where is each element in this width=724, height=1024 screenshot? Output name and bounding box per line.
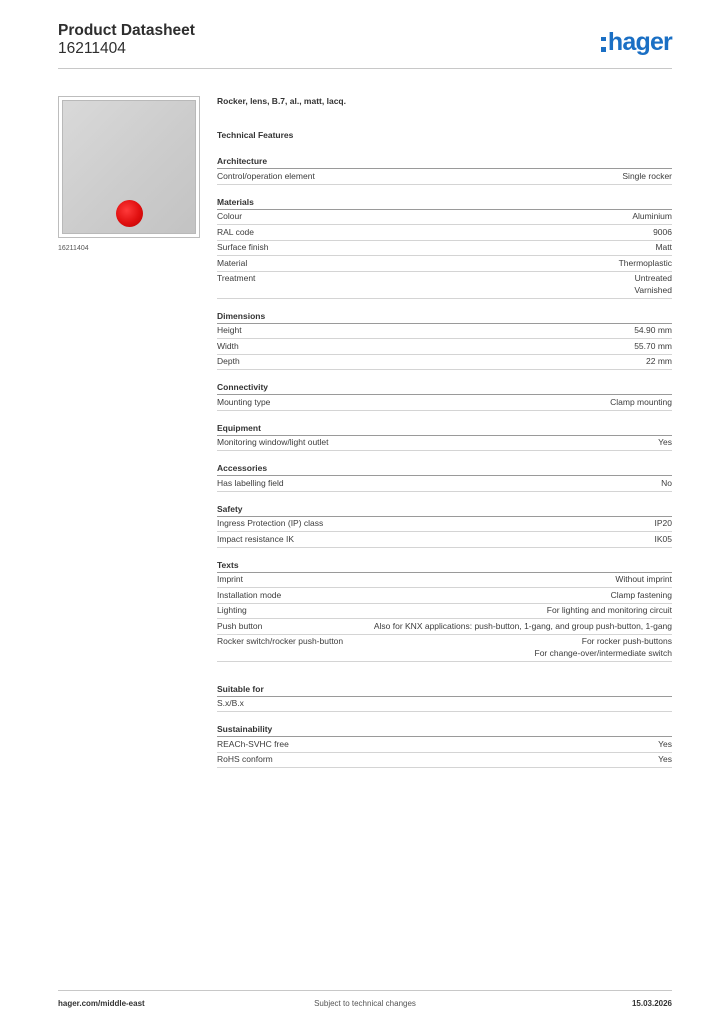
spec-row	[217, 395, 672, 411]
spec-row	[217, 324, 672, 340]
spec-label: Treatment	[217, 273, 256, 283]
section-accessories	[217, 463, 672, 492]
spec-value-line: Yes	[658, 738, 672, 749]
spec-value	[634, 325, 672, 337]
spec-value	[658, 754, 672, 766]
spec-row	[217, 476, 672, 492]
spec-label: Control/operation element	[217, 170, 315, 181]
footer-notice: Subject to technical changes	[314, 999, 416, 1008]
spec-row	[217, 436, 672, 452]
spec-value-line: Also for KNX applications: push-button, 1-gang, and group push-button, 1-gang	[373, 620, 672, 631]
spec-label: Surface finish	[217, 242, 269, 252]
spec-row	[217, 532, 672, 548]
logo-colon-icon	[601, 37, 606, 52]
footer-website: hager.com/middle-east	[58, 999, 145, 1008]
section-sustainability	[217, 724, 672, 768]
page-header	[58, 22, 672, 68]
section-connectivity	[217, 382, 672, 411]
spec-value	[634, 341, 672, 353]
spec-label: Has labelling field	[217, 477, 284, 488]
document-title: Product Datasheet	[58, 22, 195, 39]
spec-row	[217, 241, 672, 257]
spec-row	[217, 753, 672, 769]
spec-value-line: IP20	[654, 518, 672, 528]
spec-label: Impact resistance IK	[217, 533, 295, 544]
spec-label: Ingress Protection (IP) class	[217, 518, 324, 528]
section-title: Sustainability	[217, 724, 672, 737]
spec-value-line: 55.70 mm	[634, 340, 672, 351]
section-architecture	[217, 156, 672, 185]
spec-value-line: Aluminium	[632, 211, 672, 221]
logo-text: hager	[607, 28, 672, 56]
spec-value	[658, 739, 672, 751]
spec-row	[217, 737, 672, 753]
spec-value	[653, 227, 672, 239]
spec-value-line: 22 mm	[646, 356, 672, 366]
spec-value-line: For lighting and monitoring circuit	[546, 605, 672, 615]
spec-value-line: 9006	[653, 226, 672, 237]
spec-value-line: Without imprint	[615, 574, 672, 584]
technical-content	[217, 96, 672, 780]
spec-row	[217, 339, 672, 355]
spec-label: RAL code	[217, 226, 255, 237]
spec-label: Material	[217, 257, 248, 268]
section-dimensions	[217, 311, 672, 371]
spec-value	[611, 590, 672, 602]
spec-value	[655, 534, 673, 546]
technical-features-title: Technical Features	[217, 130, 294, 140]
spec-row	[217, 573, 672, 589]
spec-row	[217, 619, 672, 635]
spec-value-line: Matt	[655, 242, 672, 252]
section-texts	[217, 560, 672, 662]
spec-label: Colour	[217, 211, 243, 221]
spec-value	[632, 211, 672, 223]
spec-row	[217, 588, 672, 604]
spec-row	[217, 635, 672, 662]
spec-label: Push button	[217, 620, 263, 631]
spec-row	[217, 169, 672, 185]
section-title: Accessories	[217, 463, 672, 476]
spec-value-line: Single rocker	[622, 170, 672, 181]
spec-row	[217, 697, 672, 713]
spec-row	[217, 355, 672, 371]
spec-value	[374, 621, 672, 633]
image-caption: 16211404	[58, 245, 89, 252]
spec-value-line: For rocker push-buttons	[581, 636, 672, 646]
spec-value-line: Clamp fastening	[610, 589, 672, 600]
section-title: Suitable for	[217, 684, 672, 697]
spec-value-line: Yes	[658, 754, 672, 764]
spec-label: S.x/B.x	[217, 698, 244, 708]
section-equipment	[217, 423, 672, 452]
spec-value	[655, 518, 673, 530]
spec-label: REACh-SVHC free	[217, 738, 289, 749]
spec-value	[655, 242, 672, 254]
spec-label: Mounting type	[217, 396, 271, 407]
hager-logo	[601, 28, 672, 56]
header-divider	[58, 68, 672, 69]
spec-value	[547, 605, 672, 617]
spec-label: Height	[217, 325, 242, 335]
spec-row	[217, 225, 672, 241]
section-title: Dimensions	[217, 311, 672, 324]
spec-value-line: Varnished	[634, 284, 672, 295]
spec-label: Monitoring window/light outlet	[217, 437, 329, 447]
section-suitable-for	[217, 684, 672, 713]
spec-value	[646, 356, 672, 368]
spec-label: Depth	[217, 356, 240, 366]
spec-value	[619, 258, 672, 270]
spec-label: Rocker switch/rocker push-button	[217, 636, 344, 646]
spec-label: Width	[217, 340, 239, 351]
spec-value	[661, 478, 672, 490]
product-description: Rocker, lens, B.7, al., matt, lacq.	[217, 96, 346, 106]
footer-divider	[58, 990, 672, 991]
spec-row	[217, 210, 672, 226]
spec-value-line: Untreated	[634, 273, 672, 283]
spec-label: RoHS conform	[217, 754, 273, 764]
section-title: Connectivity	[217, 382, 672, 395]
document-number: 16211404	[58, 40, 126, 57]
section-title: Texts	[217, 560, 672, 573]
spec-value	[634, 273, 672, 296]
section-materials	[217, 197, 672, 299]
spec-value-line: Thermoplastic	[618, 257, 672, 268]
spec-label: Lighting	[217, 605, 247, 615]
section-title: Safety	[217, 504, 672, 517]
footer-date: 15.03.2026	[631, 999, 672, 1008]
spec-value-line: For change-over/intermediate switch	[534, 647, 672, 658]
spec-value-line: 54.90 mm	[634, 325, 672, 335]
spec-label: Installation mode	[217, 589, 282, 600]
spec-label: Imprint	[217, 574, 243, 584]
spec-value-line: Yes	[658, 437, 672, 447]
spec-value-line: Clamp mounting	[610, 396, 672, 407]
rocker-icon	[62, 100, 196, 234]
spec-row	[217, 517, 672, 533]
spec-row	[217, 604, 672, 620]
spec-value	[622, 171, 672, 183]
spec-value	[658, 437, 672, 449]
spec-value	[610, 397, 672, 409]
product-image	[58, 96, 200, 238]
spec-value-line: No	[661, 477, 672, 488]
spec-value	[535, 636, 672, 659]
spec-row	[217, 272, 672, 299]
spec-row	[217, 256, 672, 272]
section-safety	[217, 504, 672, 548]
red-lens-icon	[116, 200, 143, 227]
section-title: Architecture	[217, 156, 672, 169]
section-title: Equipment	[217, 423, 672, 436]
spec-value-line: IK05	[654, 533, 672, 544]
section-title: Materials	[217, 197, 672, 210]
spec-value	[615, 574, 672, 586]
